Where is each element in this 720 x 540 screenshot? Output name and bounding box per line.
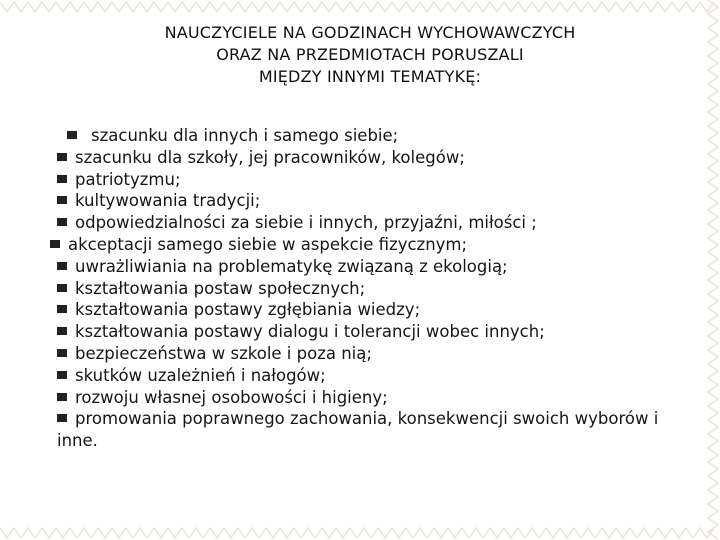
- list-item-text: rozwoju własnej osobowości i higieny;: [75, 387, 388, 407]
- list-item: [57, 147, 697, 169]
- list-item-text: szacunku dla innych i samego siebie;: [91, 126, 399, 145]
- list-item: [57, 299, 697, 321]
- list-item: [57, 321, 697, 343]
- square-bullet-icon: [57, 175, 67, 183]
- list-item-text: odpowiedzialności za siebie i innych, przyjaźni, miłości ;: [75, 213, 537, 233]
- topic-list: [57, 125, 697, 452]
- list-item: [57, 343, 697, 365]
- square-bullet-icon: [57, 153, 67, 161]
- title-line-3: MIĘDZY INNYMI TEMATYKĘ:: [258, 67, 482, 86]
- list-item-text: skutków uzależnień i nałogów;: [75, 365, 326, 385]
- title-line-2: ORAZ NA PRZEDMIOTACH PORUSZALI: [216, 45, 524, 64]
- list-item-text: szacunku dla szkoły, jej pracowników, kolegów;: [75, 147, 465, 167]
- list-item-text: kształtowania postawy dialogu i tolerancji wobec innych;: [75, 322, 545, 342]
- list-item-text: bezpieczeństwa w szkole i poza nią;: [75, 343, 372, 363]
- square-bullet-icon: [50, 240, 60, 248]
- square-bullet-icon: [57, 393, 67, 401]
- square-bullet-icon: [57, 218, 67, 226]
- slide-title: [60, 22, 680, 88]
- square-bullet-icon: [57, 284, 67, 292]
- right-zigzag-border: [706, 0, 720, 540]
- list-item-text: kultywowania tradycji;: [75, 191, 261, 211]
- list-item: [57, 125, 697, 147]
- list-item-text: akceptacji samego siebie w aspekcie fizycznym;: [68, 234, 468, 254]
- title-line-1: NAUCZYCIELE NA GODZINACH WYCHOWAWCZYCH: [164, 23, 576, 42]
- list-item-text: kształtowania postaw społecznych;: [75, 278, 366, 298]
- square-bullet-icon: [67, 131, 77, 139]
- square-bullet-icon: [57, 349, 67, 357]
- bottom-zigzag-border: [0, 526, 720, 540]
- list-item-text: kształtowania postawy zgłębiania wiedzy;: [75, 300, 421, 320]
- list-item-text: uwrażliwiania na problematykę związaną z ekologią;: [75, 256, 508, 276]
- list-item: [50, 234, 697, 256]
- square-bullet-icon: [57, 327, 67, 335]
- list-item: [57, 256, 697, 278]
- list-item: [57, 387, 697, 409]
- top-zigzag-border: [0, 0, 720, 14]
- square-bullet-icon: [57, 262, 67, 270]
- list-item-text: promowania poprawnego zachowania, konsekwencji swoich wyborów i inne.: [57, 409, 659, 451]
- square-bullet-icon: [57, 305, 67, 313]
- square-bullet-icon: [57, 371, 67, 379]
- list-item: [57, 365, 697, 387]
- list-item: [57, 190, 697, 212]
- list-item: [57, 212, 697, 234]
- list-item: [57, 169, 697, 191]
- square-bullet-icon: [57, 196, 67, 204]
- square-bullet-icon: [57, 414, 67, 422]
- list-item: [57, 408, 667, 452]
- list-item: [57, 278, 697, 300]
- list-item-text: patriotyzmu;: [75, 169, 181, 189]
